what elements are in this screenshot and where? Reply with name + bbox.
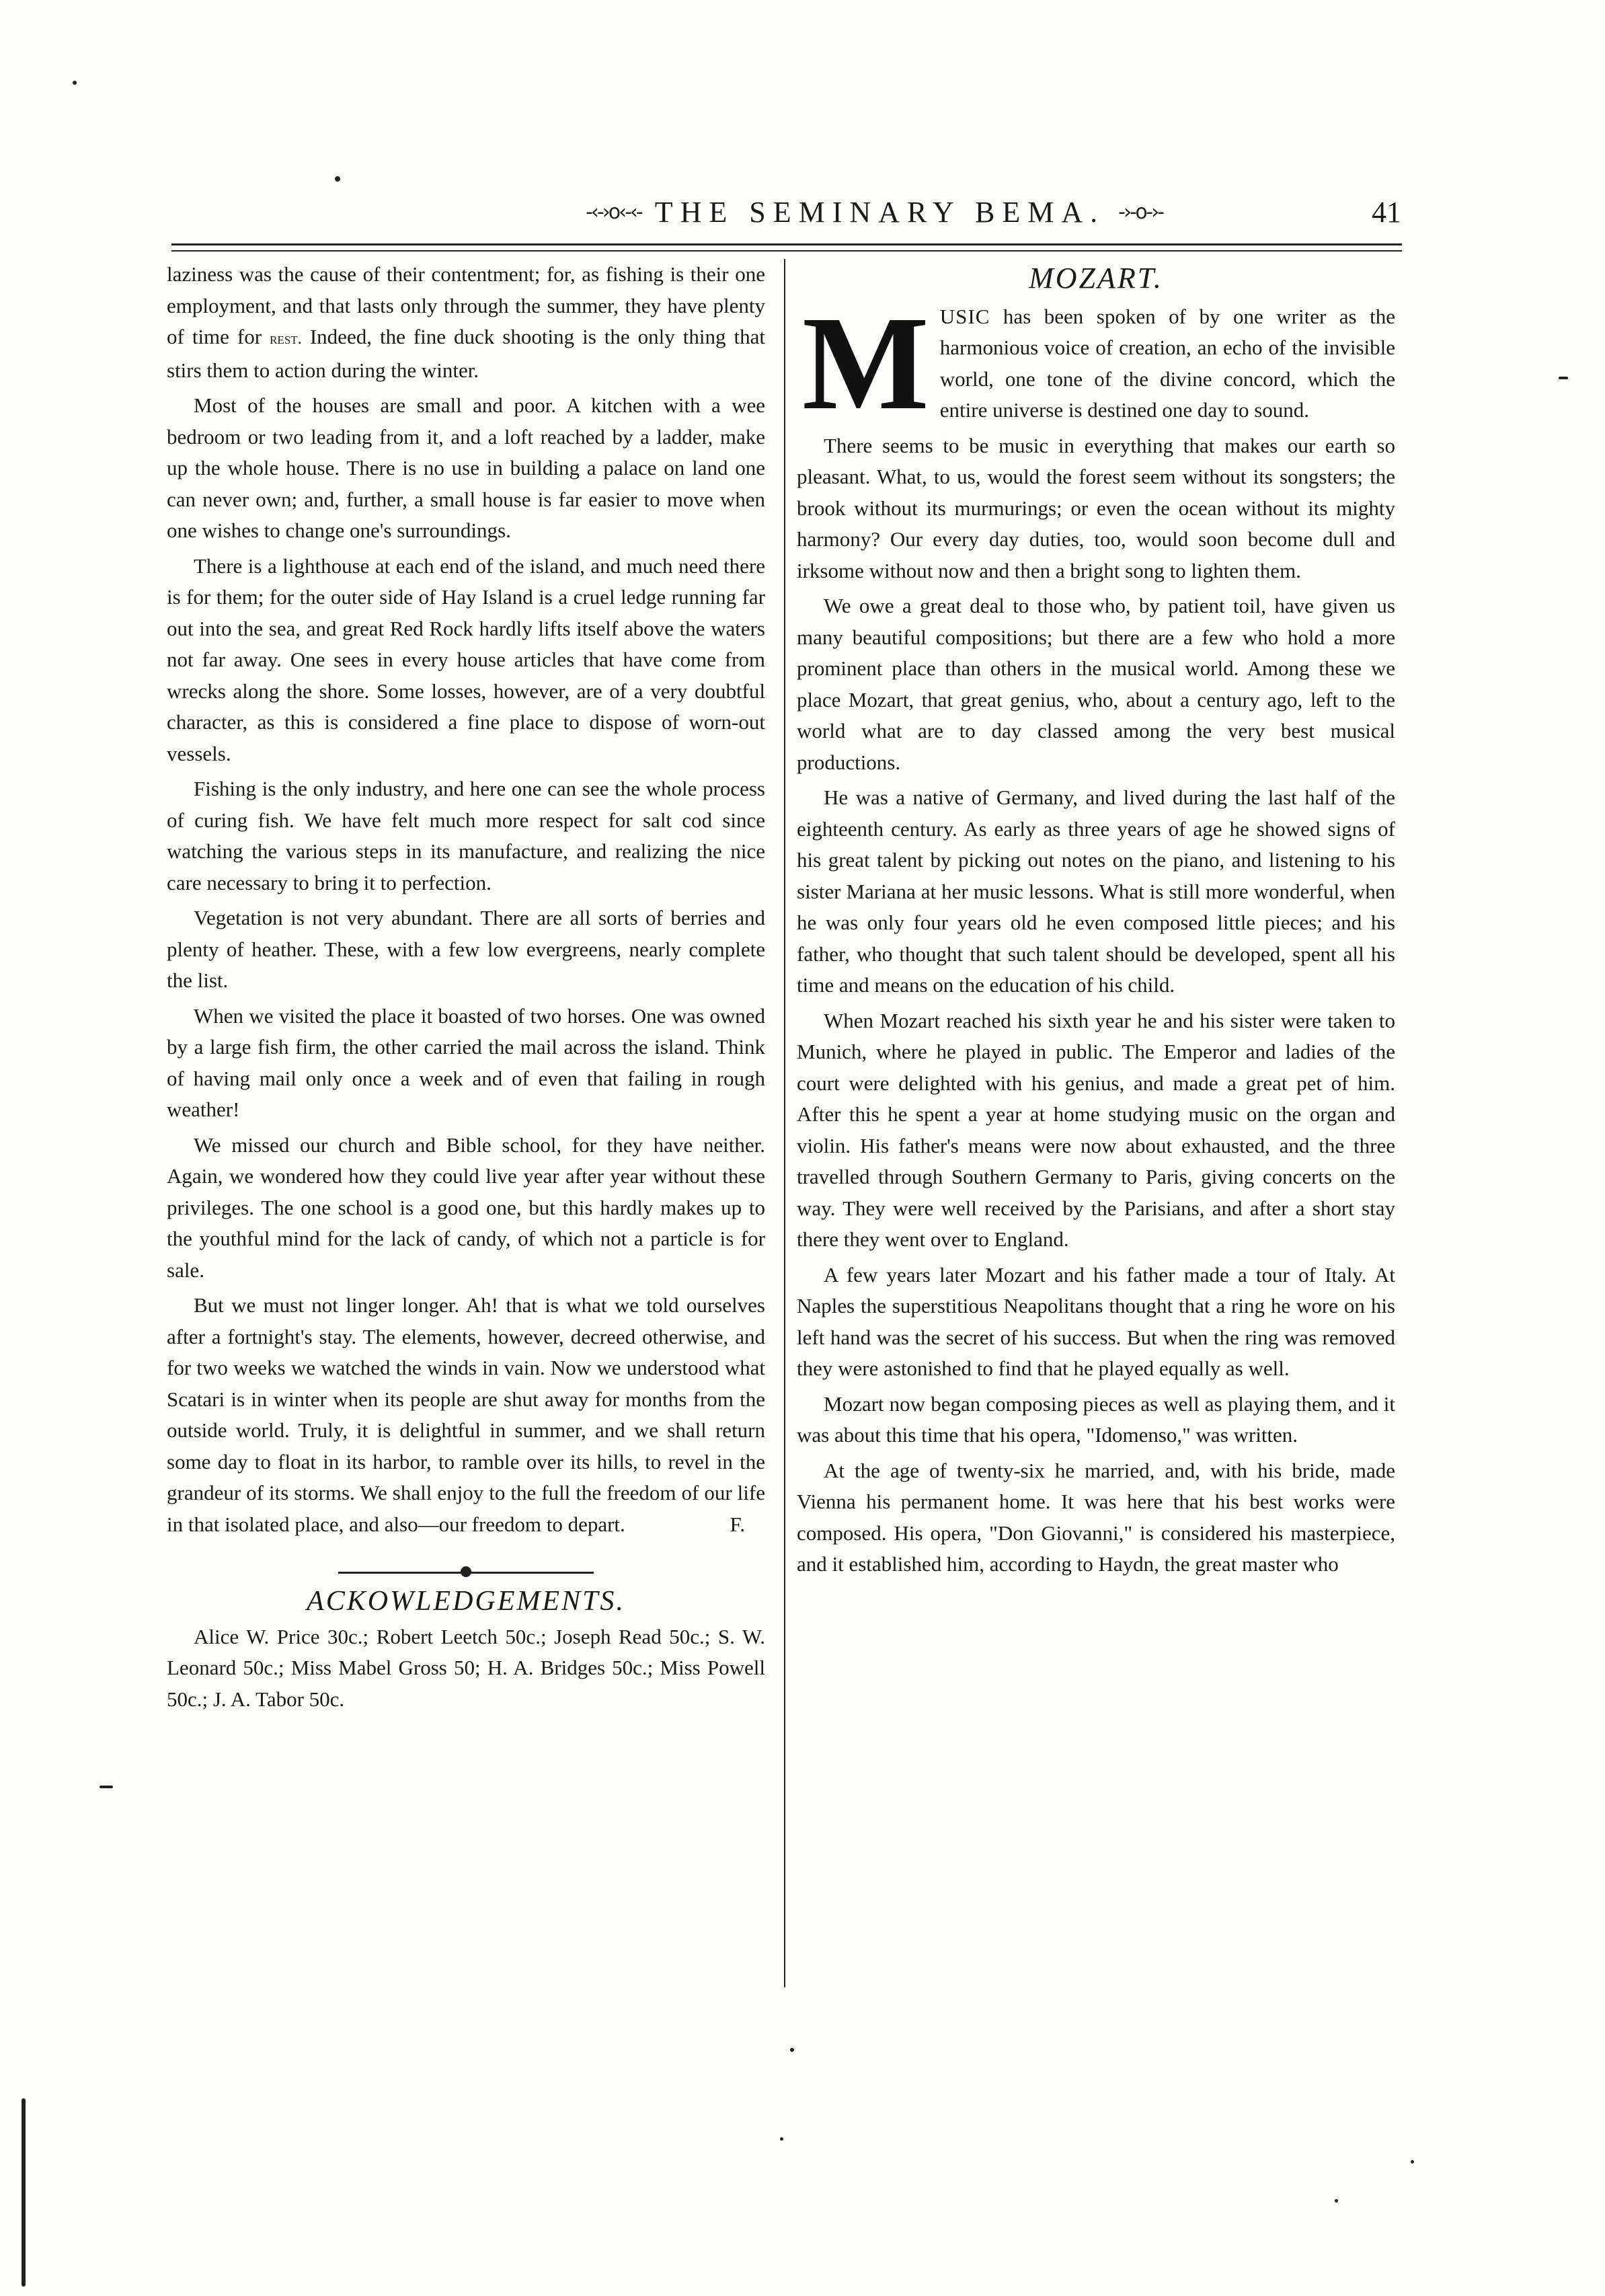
scan-speck <box>100 1786 113 1788</box>
article-title: MOZART. <box>1029 262 1163 295</box>
acknowledgements-list: Alice W. Price 30c.; Robert Leetch 50c.; Joseph Read 50c.; S. W. Leonard 50c.; Miss Mabel Gross 50; H. A. Bridges 50c.; Miss Powell 50c.; J. A. Tabor 50c. <box>167 1624 765 1711</box>
scan-speck <box>790 2048 794 2052</box>
paragraph: A few years later Mozart and his father made a tour of Italy. At Naples the superstitious Neapolitans thought that a ring he wore on his left hand was the secret of his success. But when the ring was removed they were astonished to find that he played equally as well. <box>797 1262 1395 1380</box>
paragraph: There is a lighthouse at each end of the island, and much need there is for them; for the outer side of Hay Island is a cruel ledge running far out into the sea, and great Red Rock hardly lifts itself above the waters not far away. One sees in every house articles that have come from wrecks along the shore. Some losses, however, are of a very doubtful character, as this is considered a fine place to dispose of worn-out vessels. <box>167 553 765 765</box>
left-column <box>167 259 765 1719</box>
acknowledgements-heading: ACKOWLEDGEMENTS. <box>307 1586 625 1617</box>
header-rule <box>171 243 1402 245</box>
scan-speck <box>1335 2199 1338 2203</box>
paragraph: When Mozart reached his sixth year he and his sister were taken to Munich, where he played in public. The Emperor and ladies of the court were delighted with his genius, and made a great pet of him. After this he spent a year at home studying music on the organ and violin. His father's means were now about exhausted, and the three travelled through Southern Germany to Paris, giving concerts on the way. They were well received by the Parisians, and after a short stay there they went over to England. <box>797 1008 1395 1251</box>
paragraph: Vegetation is not very abundant. There are all sorts of berries and plenty of heather. These, with a few low evergreens, nearly complete the list. <box>167 906 765 992</box>
paragraph: There seems to be music in everything that makes our earth so pleasant. What, to us, would the forest seem without its songsters; the brook without its murmurings; or even the ocean without its mighty harmony? Our every day duties, too, would soon become dull and irksome without now and then a bright song to lighten them. <box>797 433 1395 582</box>
scan-margin-line <box>22 2098 26 2287</box>
paragraph: Most of the houses are small and poor. A kitchen with a wee bedroom or two leading from it, and a loft reached by a ladder, make up the whole house. There is no use in building a palace on land one can never own; and, further, a small house is far easier to move when one wishes to change one's surroundings. <box>167 393 765 542</box>
paragraph: He was a native of Germany, and lived during the last half of the eighteenth century. As early as three years of age he showed signs of his great talent by picking out notes on the piano, and listening to his sister Mariana at her music lessons. What is still more wonderful, when he was only four years old he even composed little pieces; and his father, who thought that such talent should be developed, spent all his time and means on the education of his child. <box>797 786 1395 997</box>
paragraph: Fishing is the only industry, and here one can see the whole process of curing fish. We have felt much more respect for salt cod since watching the various steps in its manufacture, and realizing the nice care necessary to bring it to perfection. <box>167 777 765 894</box>
paragraph: MUSIC has been spoken of by one writer as the harmonious voice of creation, an echo of the invisible world, one tone of the divine concord, which the entire universe is destined one day to sound. <box>802 289 1395 438</box>
paragraph: But we must not linger longer. Ah! that is what we told ourselves after a fortnight's stay. The elements, however, decreed otherwise, and for two weeks we watched the winds in vain. Now we understood what Scatari is in winter when its people are shut away for months from the outside world. Truly, it is delightful in summer, and we shall return some day to float in its harbor, to ramble over its hills, to revel in the grandeur of its storms. We shall enjoy to the full the freedom of our life in that isolated place, and also—our freedom to depart. F. <box>167 1290 765 1540</box>
page-header <box>336 188 1412 235</box>
section-divider <box>167 1566 765 1579</box>
header-ornament-left: -‹-›o‹-‹- <box>586 200 641 224</box>
paragraph: Mozart now began composing pieces as well as playing them, and it was about this time that his opera, "Idomenso," was written. <box>797 1391 1395 1447</box>
paragraph: When we visited the place it boasted of two horses. One was owned by a large fish firm, the other carried the mail across the island. Think of having mail only once a week and of even that failing in rough weather! <box>167 1003 765 1121</box>
running-title: THE SEMINARY BEMA. <box>654 195 1105 229</box>
paragraph: laziness was the cause of their contentment; for, as fishing is their one employment, and that lasts only through the summer, they have plenty of time for rest. Indeed, the fine duck shooting is the only thing that stirs them to action during the winter. <box>167 262 765 382</box>
scan-speck <box>73 81 77 85</box>
small-caps-word: rest. <box>270 330 302 348</box>
page-number: 41 <box>1372 196 1401 229</box>
paragraph: We owe a great deal to those who, by patient toil, have given us many beautiful compositions; but there are a few who hold a more prominent place than others in the musical world. Among these we place Mozart, that great genius, who, about a century ago, left to the world what are to day classed among the very best musical productions. <box>797 594 1395 774</box>
column-divider <box>784 259 785 1987</box>
right-column <box>797 259 1395 1584</box>
divider-ornament <box>461 1566 471 1577</box>
scan-speck <box>335 176 340 182</box>
paragraph: At the age of twenty-six he married, and, with his bride, made Vienna his permanent home. It was here that his best works were composed. His opera, "Don Giovanni," is considered his masterpiece, and it established him, according to Haydn, the great master who <box>797 1458 1395 1576</box>
header-rule-thin <box>171 250 1402 252</box>
author-signature: F. <box>730 1512 745 1536</box>
scan-speck <box>1411 2160 1414 2164</box>
first-word: USIC <box>939 304 990 328</box>
scan-speck <box>780 2137 783 2141</box>
paragraph: We missed our church and Bible school, for they have neither. Again, we wondered how they could live year after year without these privileges. The one school is a good one, but this hardly makes up to the youthful mind for the lack of candy, of which not a particle is for sale. <box>167 1133 765 1282</box>
header-ornament-right: -›-o-›- <box>1118 200 1163 224</box>
drop-cap: M <box>802 289 929 438</box>
scan-speck <box>1559 377 1568 379</box>
